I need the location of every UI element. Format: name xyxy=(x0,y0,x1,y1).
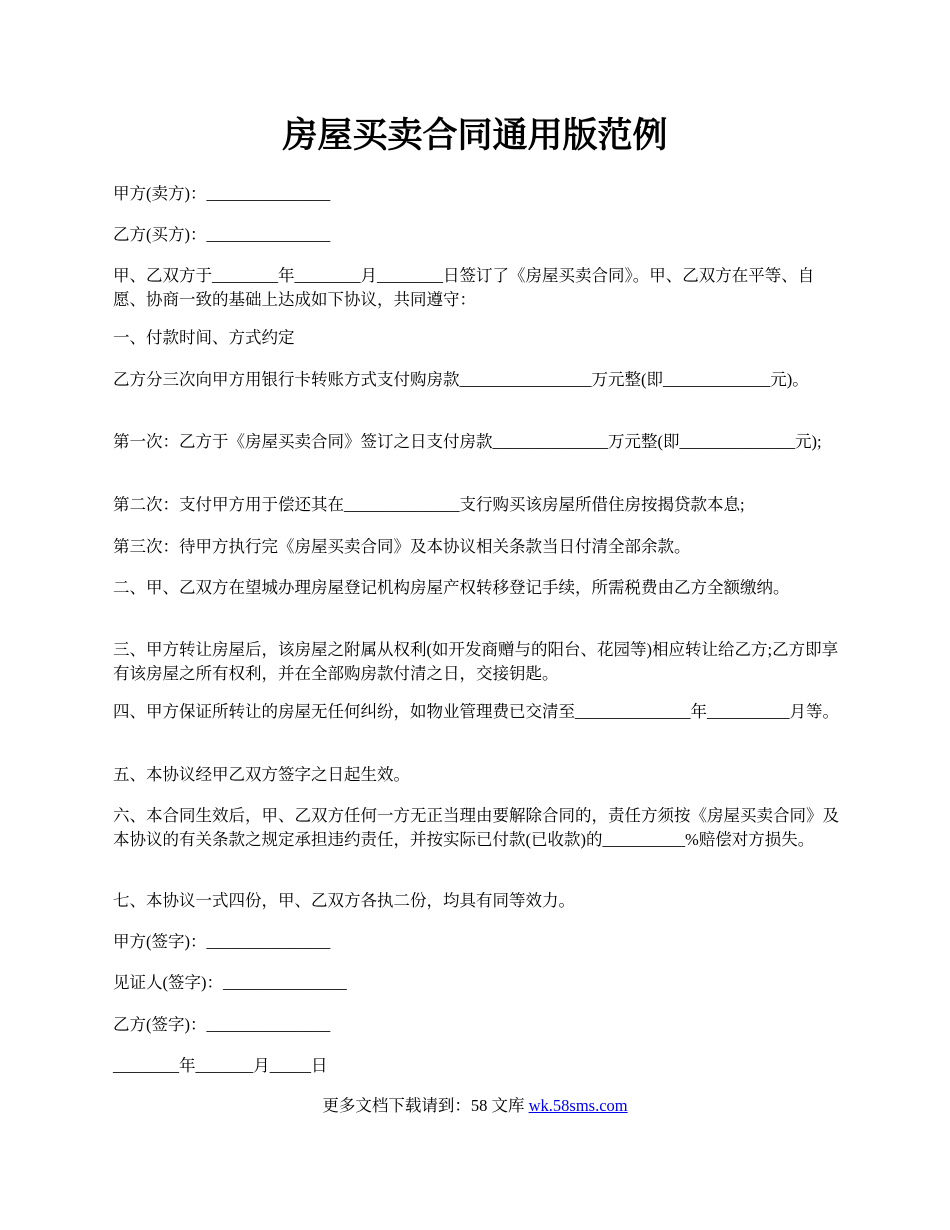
section-4-paragraph: 四、甲方保证所转让的房屋无任何纠纷，如物业管理费已交清至______________年__________月等。 xyxy=(113,702,839,721)
footer xyxy=(0,1094,950,1118)
section-2-paragraph: 二、甲、乙双方在望城办理房屋登记机构房屋产权转移登记手续，所需税费由乙方全额缴纳。 xyxy=(113,578,790,597)
section-5-paragraph: 五、本协议经甲乙双方签字之日起生效。 xyxy=(113,765,410,784)
buyer-signature-line: 乙方(签字)：_______________ xyxy=(113,1015,331,1034)
date-line: ________年_______月_____日 xyxy=(113,1056,328,1075)
seller-signature-line: 甲方(签字)：_______________ xyxy=(113,932,331,951)
footer-link[interactable]: wk.58sms.com xyxy=(528,1096,628,1115)
third-payment-paragraph: 第三次：待甲方执行完《房屋买卖合同》及本协议相关条款当日付清全部余款。 xyxy=(113,537,691,556)
document-title: 房屋买卖合同通用版范例 xyxy=(282,115,668,156)
seller-line: 甲方(卖方)：_______________ xyxy=(113,184,331,203)
section-1-heading: 一、付款时间、方式约定 xyxy=(113,328,295,347)
buyer-line: 乙方(买方)：_______________ xyxy=(113,225,331,244)
payment-paragraph: 乙方分三次向甲方用银行卡转账方式支付购房款________________万元整(即_____________元)。 xyxy=(113,370,809,389)
intro-paragraph: 甲、乙双方于________年________月________日签订了《房屋买卖合同》。甲、乙双方在平等、自愿、协商一致的基础上达成如下协议，共同遵守： xyxy=(113,266,815,309)
first-payment-paragraph: 第一次：乙方于《房屋买卖合同》签订之日支付房款______________万元整(即______________元); xyxy=(113,432,822,451)
section-7-paragraph: 七、本协议一式四份，甲、乙双方各执二份，均具有同等效力。 xyxy=(113,891,575,910)
witness-signature-line: 见证人(签字)：_______________ xyxy=(113,973,347,992)
footer-text: 更多文档下载请到：58 文库 xyxy=(322,1096,529,1115)
section-6-paragraph: 六、本合同生效后，甲、乙双方任何一方无正当理由要解除合同的，责任方须按《房屋买卖合同》及本协议的有关条款之规定承担违约责任，并按实际已付款(已收款)的__________%赔偿对方损失。 xyxy=(113,806,839,849)
section-3-paragraph: 三、甲方转让房屋后，该房屋之附属从权利(如开发商赠与的阳台、花园等)相应转让给乙方;乙方即享有该房屋之所有权利，并在全部购房款付清之日，交接钥匙。 xyxy=(113,640,839,683)
second-payment-paragraph: 第二次：支付甲方用于偿还其在______________支行购买该房屋所借住房按揭贷款本息; xyxy=(113,495,745,514)
